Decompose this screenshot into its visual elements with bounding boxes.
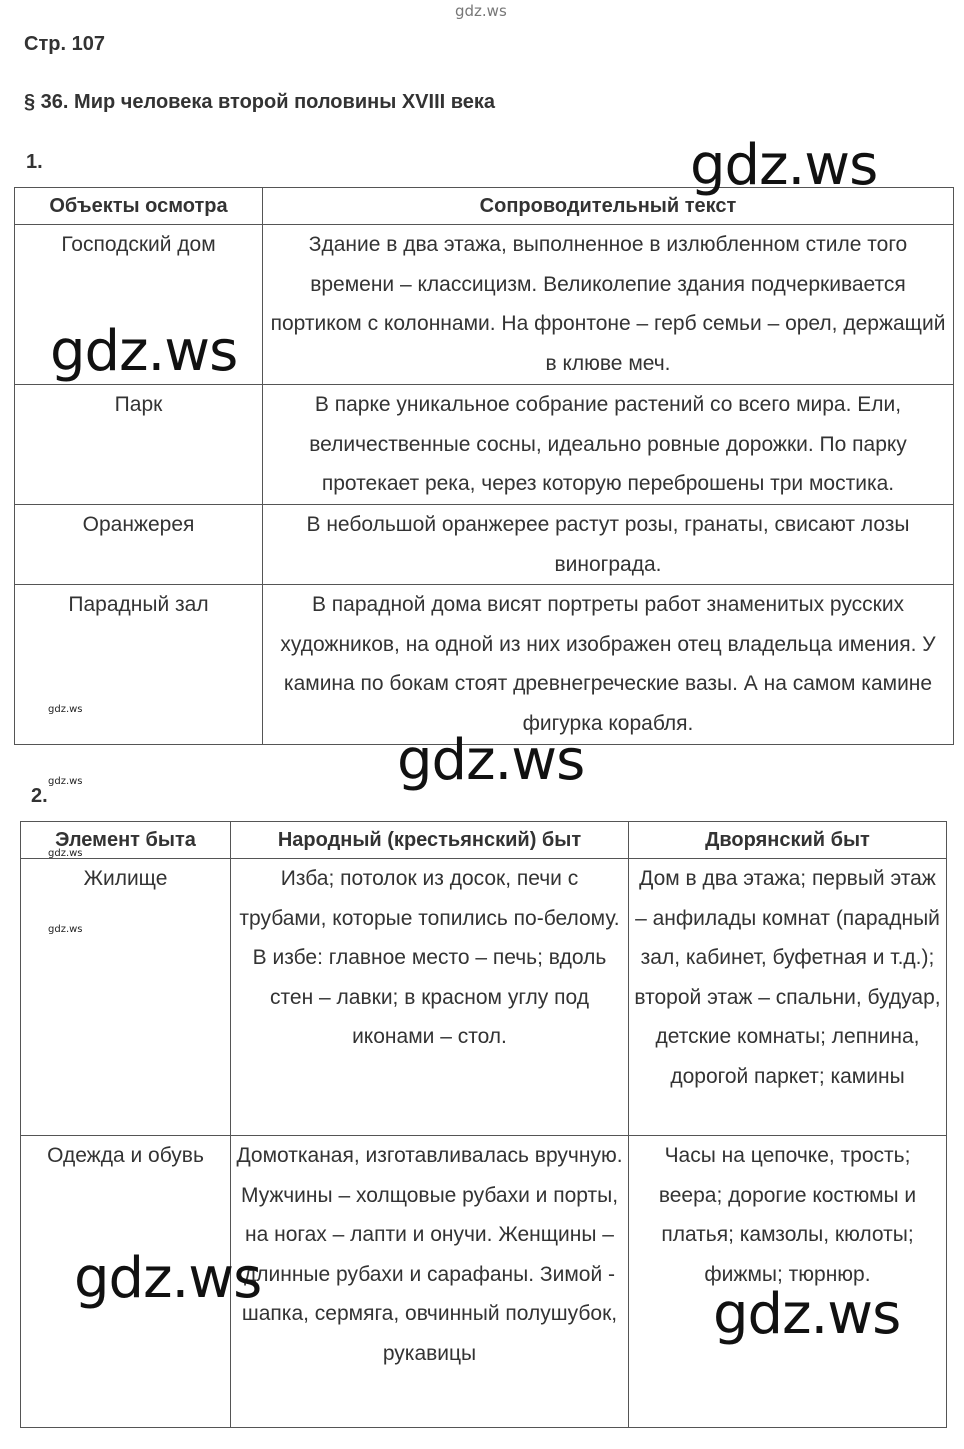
task1-number: 1. (26, 151, 43, 173)
table-header-cell: Дворянский быт (629, 822, 947, 859)
watermark-top: gdz.ws (455, 2, 507, 20)
watermark-large: gdz.ws (397, 728, 585, 793)
watermark-large: gdz.ws (50, 319, 238, 384)
table-header-cell: Сопроводительный текст (263, 188, 954, 225)
section-title: § 36. Мир человека второй половины XVIII века (24, 91, 496, 113)
table-row (15, 585, 954, 745)
table-cell-element: Жилище (21, 859, 231, 1136)
table-task1 (14, 187, 954, 745)
table-cell-object: Парк (15, 385, 263, 505)
table-header-cell: Объекты осмотра (15, 188, 263, 225)
table-row (15, 385, 954, 505)
table-cell-folk: Изба; потолок из досок, печи с трубами, которые топились по-белому. В избе: главное место – печь; вдоль стен – лавки; в красном углу под иконами – стол. (231, 859, 629, 1136)
table-header-row (21, 822, 947, 859)
task2-number: 2. (31, 785, 48, 807)
table-cell-object: Парадный зал (15, 585, 263, 745)
watermark-large: gdz.ws (690, 133, 878, 198)
table-cell-text: В небольшой оранжерее растут розы, гранаты, свисают лозы винограда. (263, 505, 954, 585)
table-header-cell: Элемент быта (21, 822, 231, 859)
table-row (15, 505, 954, 585)
watermark-small: gdz.ws (48, 848, 83, 859)
table-cell-object: Оранжерея (15, 505, 263, 585)
table-header-cell: Народный (крестьянский) быт (231, 822, 629, 859)
table-cell-element: Одежда и обувь (21, 1136, 231, 1428)
table-cell-object: Господский дом (15, 225, 263, 385)
table-cell-folk: Домотканая, изготавливалась вручную. Мужчины – холщовые рубахи и порты, на ногах – лапти и онучи. Женщины – длинные рубахи и сарафаны. Зимой - шапка, сермяга, овчинный полушубок, рукавицы (231, 1136, 629, 1428)
table-cell-text: В парадной дома висят портреты работ знаменитых русских художников, на одной из них изображен отец владельца имения. У камина по бокам стоят древнегреческие вазы. А на самом камине фигурка корабля. (263, 585, 954, 745)
page-label: Стр. 107 (24, 33, 105, 55)
table-cell-noble: Дом в два этажа; первый этаж – анфилады комнат (парадный зал, кабинет, буфетная и т.д.); второй этаж – спальни, будуар, детские комнаты; лепнина, дорогой паркет; камины (629, 859, 947, 1136)
table-cell-noble: Часы на цепочке, трость; веера; дорогие костюмы и платья; камзолы, кюлоты; фижмы; тюрнюр. (629, 1136, 947, 1428)
watermark-large: gdz.ws (74, 1246, 262, 1311)
watermark-small: gdz.ws (48, 704, 83, 715)
watermark-small: gdz.ws (48, 924, 83, 935)
watermark-small: gdz.ws (48, 776, 83, 787)
watermark-large: gdz.ws (713, 1282, 901, 1347)
table-row (21, 859, 947, 1136)
table-cell-text: Здание в два этажа, выполненное в излюбленном стиле того времени – классицизм. Великолепие здания подчеркивается портиком с колоннами. На фронтоне – герб семьи – орел, держащий в клюве меч. (263, 225, 954, 385)
table-cell-text: В парке уникальное собрание растений со всего мира. Ели, величественные сосны, идеально ровные дорожки. По парку протекает река, через которую переброшены три мостика. (263, 385, 954, 505)
